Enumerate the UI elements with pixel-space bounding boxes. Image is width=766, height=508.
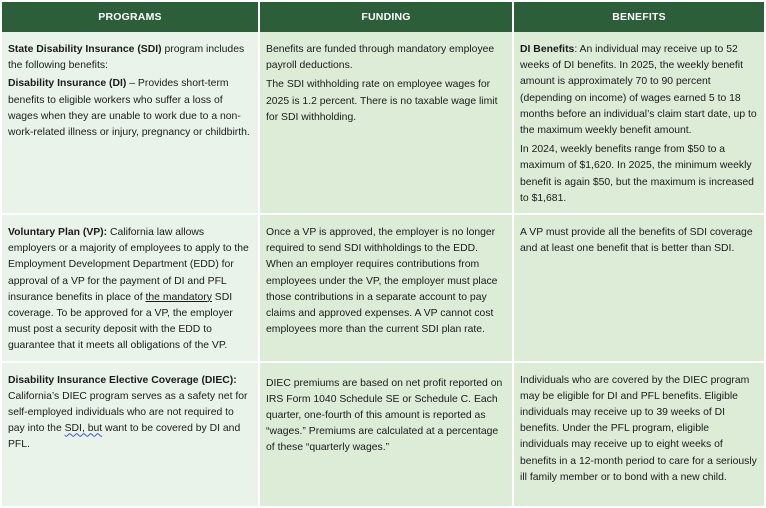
funding-paragraph: Benefits are funded through mandatory employee payroll deductions. <box>266 44 495 72</box>
benefits-paragraph: A VP must provide all the benefits of SDI coverage and at least one benefit that is better than SDI. <box>520 227 753 255</box>
header-benefits: BENEFITS <box>514 2 764 32</box>
funding-paragraph: The SDI withholding rate on employee wages for 2025 is 1.2 percent. There is no taxable wage limit for SDI withholding. <box>266 79 498 123</box>
programs-cell <box>2 363 260 508</box>
spellcheck-underlined-text: SDI, but <box>64 423 103 435</box>
funding-cell <box>260 215 514 363</box>
program-text: SDI coverage. To be approved for a VP, the employer must post a security deposit with the EDD to guarantee that it meets all obligations of the VP. <box>8 291 233 352</box>
benefits-title: DI Benefits <box>520 44 575 55</box>
benefits-text: : An individual may receive up to 52 weeks of DI benefits. In 2025, the weekly benefit amount is approximately 70 to 90 percent (depending on income) of wages earned 5 to 18 months before an individual’s claim start date, up to the maximum weekly benefit amount. <box>520 44 757 137</box>
table-row-sdi <box>2 32 764 215</box>
funding-paragraph: DIEC premiums are based on net profit reported on IRS Form 1040 Schedule SE or Schedule C. Each quarter, one-fourth of this amount is reported as “wages.” Premiums are calculated at a percentage of these “quarterly wages.” <box>266 377 503 454</box>
program-paragraph <box>8 225 252 355</box>
header-row <box>2 2 764 32</box>
program-text: want to be covered by DI and PFL. <box>8 423 241 451</box>
program-title: Voluntary Plan (VP): <box>8 227 108 239</box>
funding-paragraph: Once a VP is approved, the employer is no longer required to send SDI withholdings to the EDD. When an employer requires contributions from employees under the VP, the employer must place those contributions in a separate account to pay claims and approved expenses. A VP cannot cost employees more than the current SDI plan rate. <box>266 227 498 336</box>
program-title: State Disability Insurance (SDI) <box>8 44 162 55</box>
program-text: program includes the following benefits: <box>8 44 245 72</box>
header-funding: FUNDING <box>260 2 514 32</box>
program-title: Disability Insurance Elective Coverage (DIEC): <box>8 374 237 386</box>
benefits-cell <box>514 363 764 508</box>
programs-cell <box>2 32 260 215</box>
benefits-paragraph: Individuals who are covered by the DIEC program may be eligible for DI and PFL benefits. Eligible individuals may receive up to 39 weeks of DI benefits. Under the PFL program, eligible individuals may receive up to eight weeks of benefits in a 12-month period to care for a seriously ill family member or to bond with a new child. <box>520 374 757 483</box>
benefits-cell <box>514 32 764 215</box>
benefits-paragraph: In 2024, weekly benefits range from $50 to a maximum of $1,620. In 2025, the minimum weekly benefit is again $50, but the maximum is increased to $1,681. <box>520 144 754 204</box>
programs-cell <box>2 215 260 363</box>
program-paragraph <box>8 76 252 141</box>
program-paragraph <box>8 42 252 74</box>
program-text: California’s DIEC program serves as a safety net for self-employed individuals who are not required to pay into the <box>8 390 248 435</box>
program-text: – Provides short-term benefits to eligible workers who suffer a loss of wages when they are unable to work due to a non-work-related illness or injury, pregnancy or childbirth. <box>8 78 250 139</box>
underlined-text: the mandatory <box>145 291 212 303</box>
benefits-table <box>2 2 764 508</box>
funding-cell <box>260 363 514 508</box>
benefits-paragraph <box>520 42 758 139</box>
table-row-vp <box>2 215 764 363</box>
program-paragraph <box>8 373 252 454</box>
program-subtitle: Disability Insurance (DI) <box>8 78 127 90</box>
header-programs: PROGRAMS <box>2 2 260 32</box>
funding-cell <box>260 32 514 215</box>
program-text: California law allows employers or a majority of employees to apply to the Employment Development Department (EDD) for approval of a VP for the payment of DI and PFL insurance benefits in place of <box>8 227 249 303</box>
table-row-diec <box>2 363 764 508</box>
benefits-cell <box>514 215 764 363</box>
